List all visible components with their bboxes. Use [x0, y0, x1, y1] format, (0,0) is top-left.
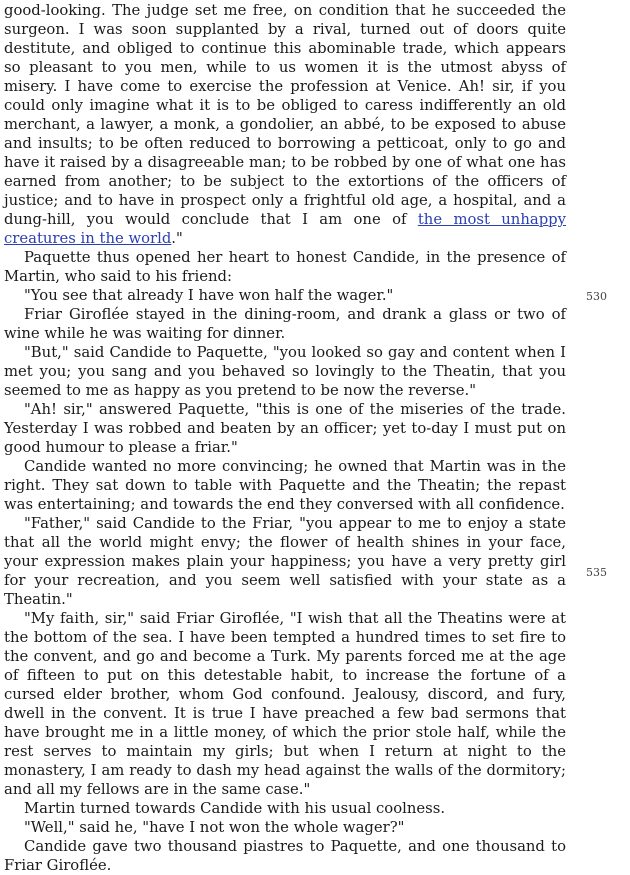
paragraph-2: Paquette thus opened her heart to honest Candide, in the presence of Martin, who said to his friend: [4, 249, 566, 285]
paragraph-5: "But," said Candide to Paquette, "you looked so gay and content when I met you; you sang and you behaved so lovingly to the Theatin, that you seemed to me as happy as you pretend to be now the reverse." [4, 344, 566, 399]
paragraph-9: "My faith, sir," said Friar Giroflée, "I wish that all the Theatins were at the bottom of the sea. I have been tempted a hundred times to set fire to the convent, and go and become a Turk. My parents forced me at the age of fifteen to put on this detestable habit, to increase the fortune of a cursed elder brother, whom God confound. Jealousy, discord, and fury, dwell in the convent. It is true I have preached a few bad sermons that have brought me in a little money, of which the prior stole half, while the rest serves to maintain my girls; but when I return at night to the monastery, I am ready to dash my head against the walls of the dormitory; and all my fellows are in the same case." [4, 610, 566, 798]
paragraph-8: "Father," said Candide to the Friar, "you appear to me to enjoy a state that all the world might envy; the flower of health shines in your face, your expression makes plain your happiness; you have a very pretty girl for your recreation, and you seem well satisfied with your state as a Theatin." [4, 515, 566, 608]
paragraph-4: Friar Giroflée stayed in the dining-room, and drank a glass or two of wine while he was waiting for dinner. [4, 306, 566, 342]
p1-text-before-link: good-looking. The judge set me free, on condition that he succeeded the surgeon. I was soon supplanted by a rival, turned out of doors quite destitute, and obliged to continue this abominable trade, which appears so pleasant to you men, while to us women it is the utmost abyss of misery. I have come to exercise the profession at Venice. Ah! sir, if you could only imagine what it is to be obliged to caress indifferently an old merchant, a lawyer, a monk, a gondolier, an abbé, to be exposed to abuse and insults; to be often reduced to borrowing a petticoat, only to go and have it raised by a disagreeable man; to be robbed by one of what one has earned from another; to be subject to the extortions of the officers of justice; and to have in prospect only a frightful old age, a hospital, and a dung-hill, you would conclude that I am one of [4, 2, 566, 228]
line-number-535: 535 [586, 566, 607, 579]
p1-text-after-link: ." [171, 230, 183, 247]
line-number-530: 530 [586, 290, 607, 303]
paragraph-3: "You see that already I have won half the wager." [24, 287, 394, 304]
paragraph-7: Candide wanted no more convincing; he owned that Martin was in the right. They sat down to table with Paquette and the Theatin; the repast was entertaining; and towards the end they conversed with all confidence. [4, 458, 566, 513]
text-column [4, 1, 566, 875]
paragraph-1 [4, 1, 566, 248]
paragraph-6: "Ah! sir," answered Paquette, "this is one of the miseries of the trade. Yesterday I was robbed and beaten by an officer; yet to-day I must put on good humour to please a friar." [4, 401, 566, 456]
paragraph-12: Candide gave two thousand piastres to Paquette, and one thousand to Friar Giroflée. [4, 838, 566, 874]
unhappy-creatures-link[interactable]: the most unhappy creatures in the world [4, 211, 566, 247]
paragraph-10: Martin turned towards Candide with his usual coolness. [24, 800, 446, 817]
paragraph-11: "Well," said he, "have I not won the whole wager?" [24, 819, 405, 836]
